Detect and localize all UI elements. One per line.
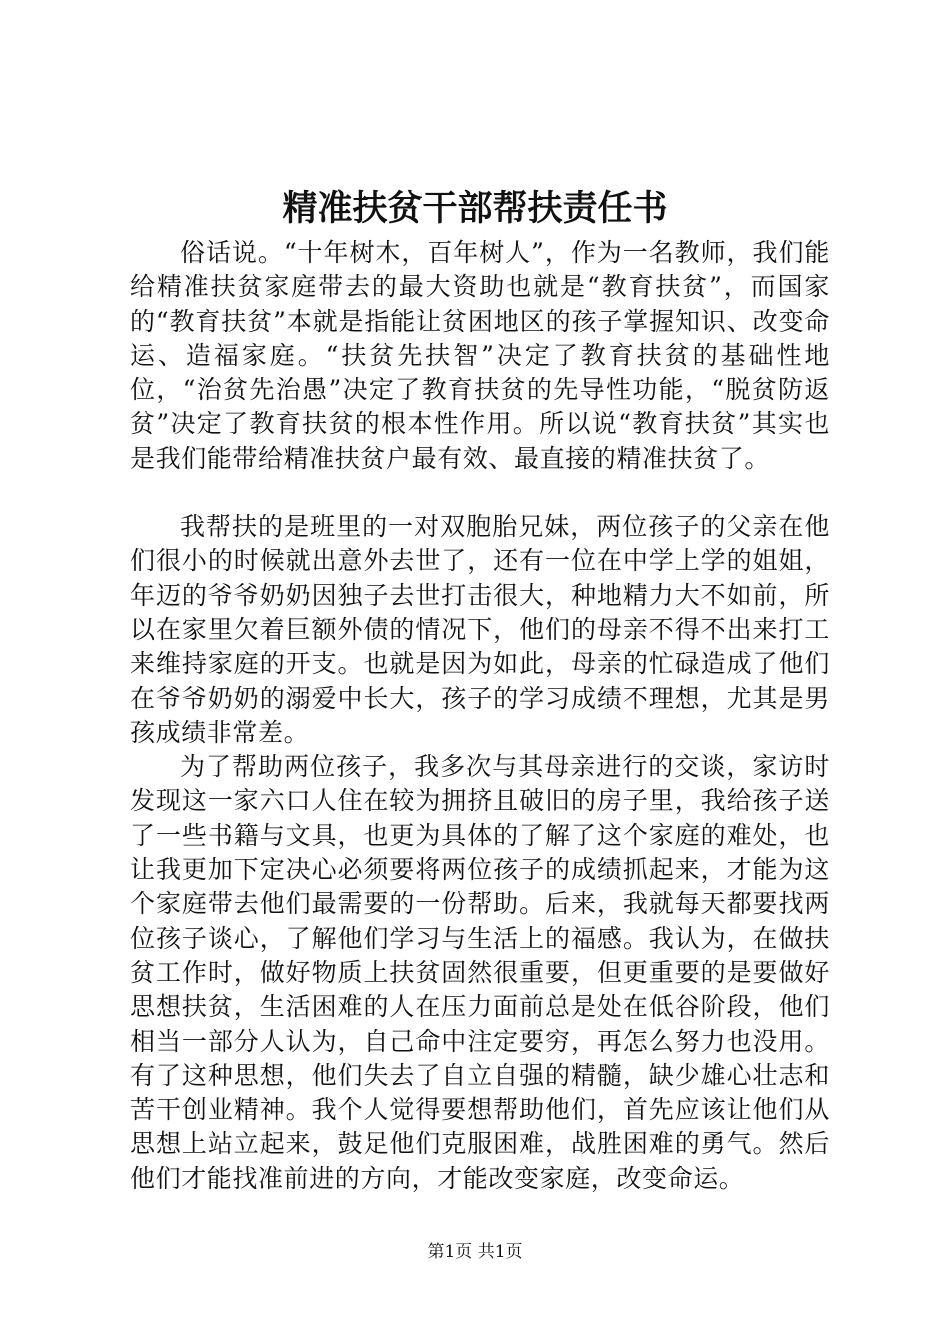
paragraph-2: 我帮扶的是班里的一对双胞胎兄妹，两位孩子的父亲在他们很小的时候就出意外去世了，还有一位在中学上学的姐姐，年迈的爷爷奶奶因独子去世打击很大，种地精力大不如前，所以在家里欠着巨额外债的情况下，他们的母亲不得不出来打工来维持家庭的开支。也就是因为如此，母亲的忙碌造成了他们在爷爷奶奶的溺爱中长大，孩子的学习成绩不理想，尤其是男孩成绩非常差。 bbox=[130, 512, 830, 747]
paragraph-1: 俗话说。“十年树木，百年树人”，作为一名教师，我们能给精准扶贫家庭带去的最大资助也就是“教育扶贫”，而国家的“教育扶贫”本就是指能让贫困地区的孩子掌握知识、改变命运、造福家庭。“扶贫先扶智”决定了教育扶贫的基础性地位，“治贫先治愚”决定了教育扶贫的先导性功能，“脱贫防返贫”决定了教育扶贫的根本性作用。所以说“教育扶贫”其实也是我们能带给精准扶贫户最有效、最直接的精准扶贫了。 bbox=[130, 238, 830, 473]
paragraph-3: 为了帮助两位孩子，我多次与其母亲进行的交谈，家访时发现这一家六口人住在较为拥挤且破旧的房子里，我给孩子送了一些书籍与文具，也更为具体的了解了这个家庭的难处，也让我更加下定决心必须要将两位孩子的成绩抓起来，才能为这个家庭带去他们最需要的一份帮助。后来，我就每天都要找两位孩子谈心，了解他们学习与生活上的福感。我认为，在做扶贫工作时，做好物质上扶贫固然很重要，但更重要的是要做好思想扶贫，生活困难的人在压力面前总是处在低谷阶段，他们相当一部分人认为，自己命中注定要穷，再怎么努力也没用。有了这种思想，他们失去了自立自强的精髓，缺少雄心壮志和苦干创业精神。我个人觉得要想帮助他们，首先应该让他们从思想上站立起来，鼓足他们克服困难，战胜困难的勇气。然后他们才能找准前进的方向，才能改变家庭，改变命运。 bbox=[130, 752, 830, 1193]
document-body bbox=[130, 236, 830, 1196]
page-footer bbox=[0, 1240, 950, 1264]
document-title: 精准扶贫干部帮扶责任书 bbox=[282, 188, 668, 229]
page-number: 第1页 共1页 bbox=[427, 1242, 523, 1262]
